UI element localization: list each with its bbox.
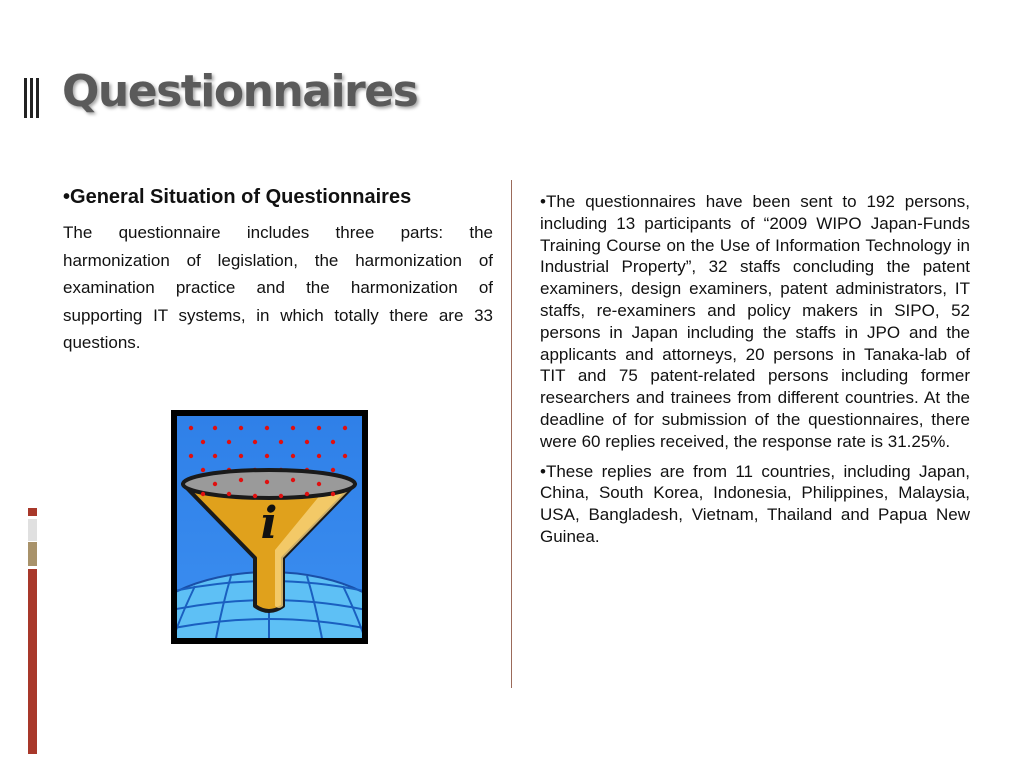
- right-column: [540, 191, 970, 556]
- survey-details-paragraph: •The questionnaires have been sent to 192 persons, including 13 participants of “2009 WIPO Japan-Funds Training Course on the Use of Information Technology in Industrial Property”, 32 staffs concluding the patent examiners, design examiners, patent administrators, IT staffs, re-examiners and policy makers in SIPO, 52 persons in Japan including the staffs in JPO and the applicants and attorneys, 20 persons in Tanaka-lab of TIT and 75 patent-related persons including former researchers and trainees from different countries. At the deadline of for submission of the questionnaires, there were 60 replies received, the response rate is 31.25%.: [540, 192, 970, 451]
- side-accent-bar: [28, 508, 37, 754]
- section-heading: [63, 186, 493, 209]
- left-column: [63, 186, 493, 357]
- slide-title: Questionnaires: [62, 66, 418, 117]
- info-glyph: i: [260, 498, 278, 549]
- information-funnel-icon: [171, 410, 368, 644]
- heading-text: General Situation of Questionnaires: [70, 186, 412, 208]
- title-bars-decoration: [24, 78, 40, 118]
- column-divider: [511, 180, 512, 688]
- heading-bullet: •: [63, 186, 71, 208]
- countries-paragraph: •These replies are from 11 countries, including Japan, China, South Korea, Indonesia, Philippines, Malaysia, USA, Bangladesh, Vietnam, Thailand and Papua New Guinea.: [540, 461, 970, 546]
- section-body: The questionnaire includes three parts: the harmonization of legislation, the harmonization of examination practice and the harmonization of supporting IT systems, in which totally there are 33 questions.: [63, 223, 493, 352]
